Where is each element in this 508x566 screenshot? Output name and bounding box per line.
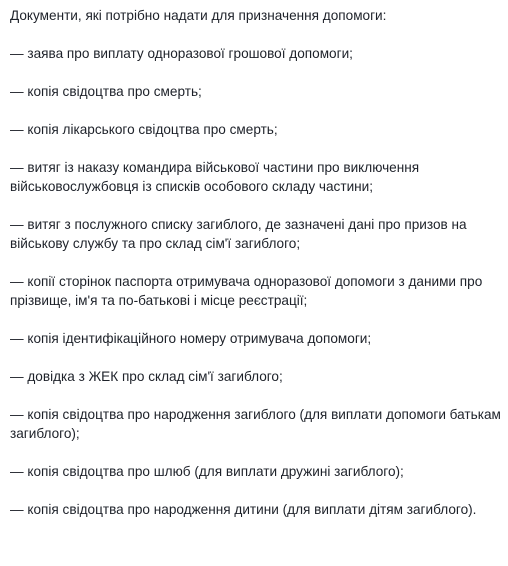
list-item: — витяг із наказу командира військової частини про виключення військовослужбовця із списків особового складу частини; bbox=[10, 160, 420, 194]
list-item: — заява про виплату одноразової грошової допомоги; bbox=[10, 46, 353, 61]
list-item: — копія ідентифікаційного номеру отримувача допомоги; bbox=[10, 331, 372, 346]
list-item: — довідка з ЖЕК про склад сім'ї загиблого; bbox=[10, 369, 283, 384]
list-item: — копія свідоцтва про народження дитини (для виплати дітям загиблого). bbox=[10, 502, 477, 517]
list-item: — копія лікарського свідоцтва про смерть; bbox=[10, 122, 278, 137]
list-item: — копія свідоцтва про шлюб (для виплати дружині загиблого); bbox=[10, 464, 404, 479]
list-item: — копія свідоцтва про народження загиблого (для виплати допомоги батькам загиблого); bbox=[10, 407, 501, 441]
list-item: — копії сторінок паспорта отримувача одноразової допомоги з даними про прізвище, ім'я та по-батькові і місце реєстрації; bbox=[10, 274, 483, 308]
list-item: — копія свідоцтва про смерть; bbox=[10, 84, 202, 99]
list-item: — витяг з послужного списку загиблого, де зазначені дані про призов на військову службу та про склад сім'ї загиблого; bbox=[10, 217, 467, 251]
document-heading: Документи, які потрібно надати для призначення допомоги: bbox=[10, 8, 387, 23]
